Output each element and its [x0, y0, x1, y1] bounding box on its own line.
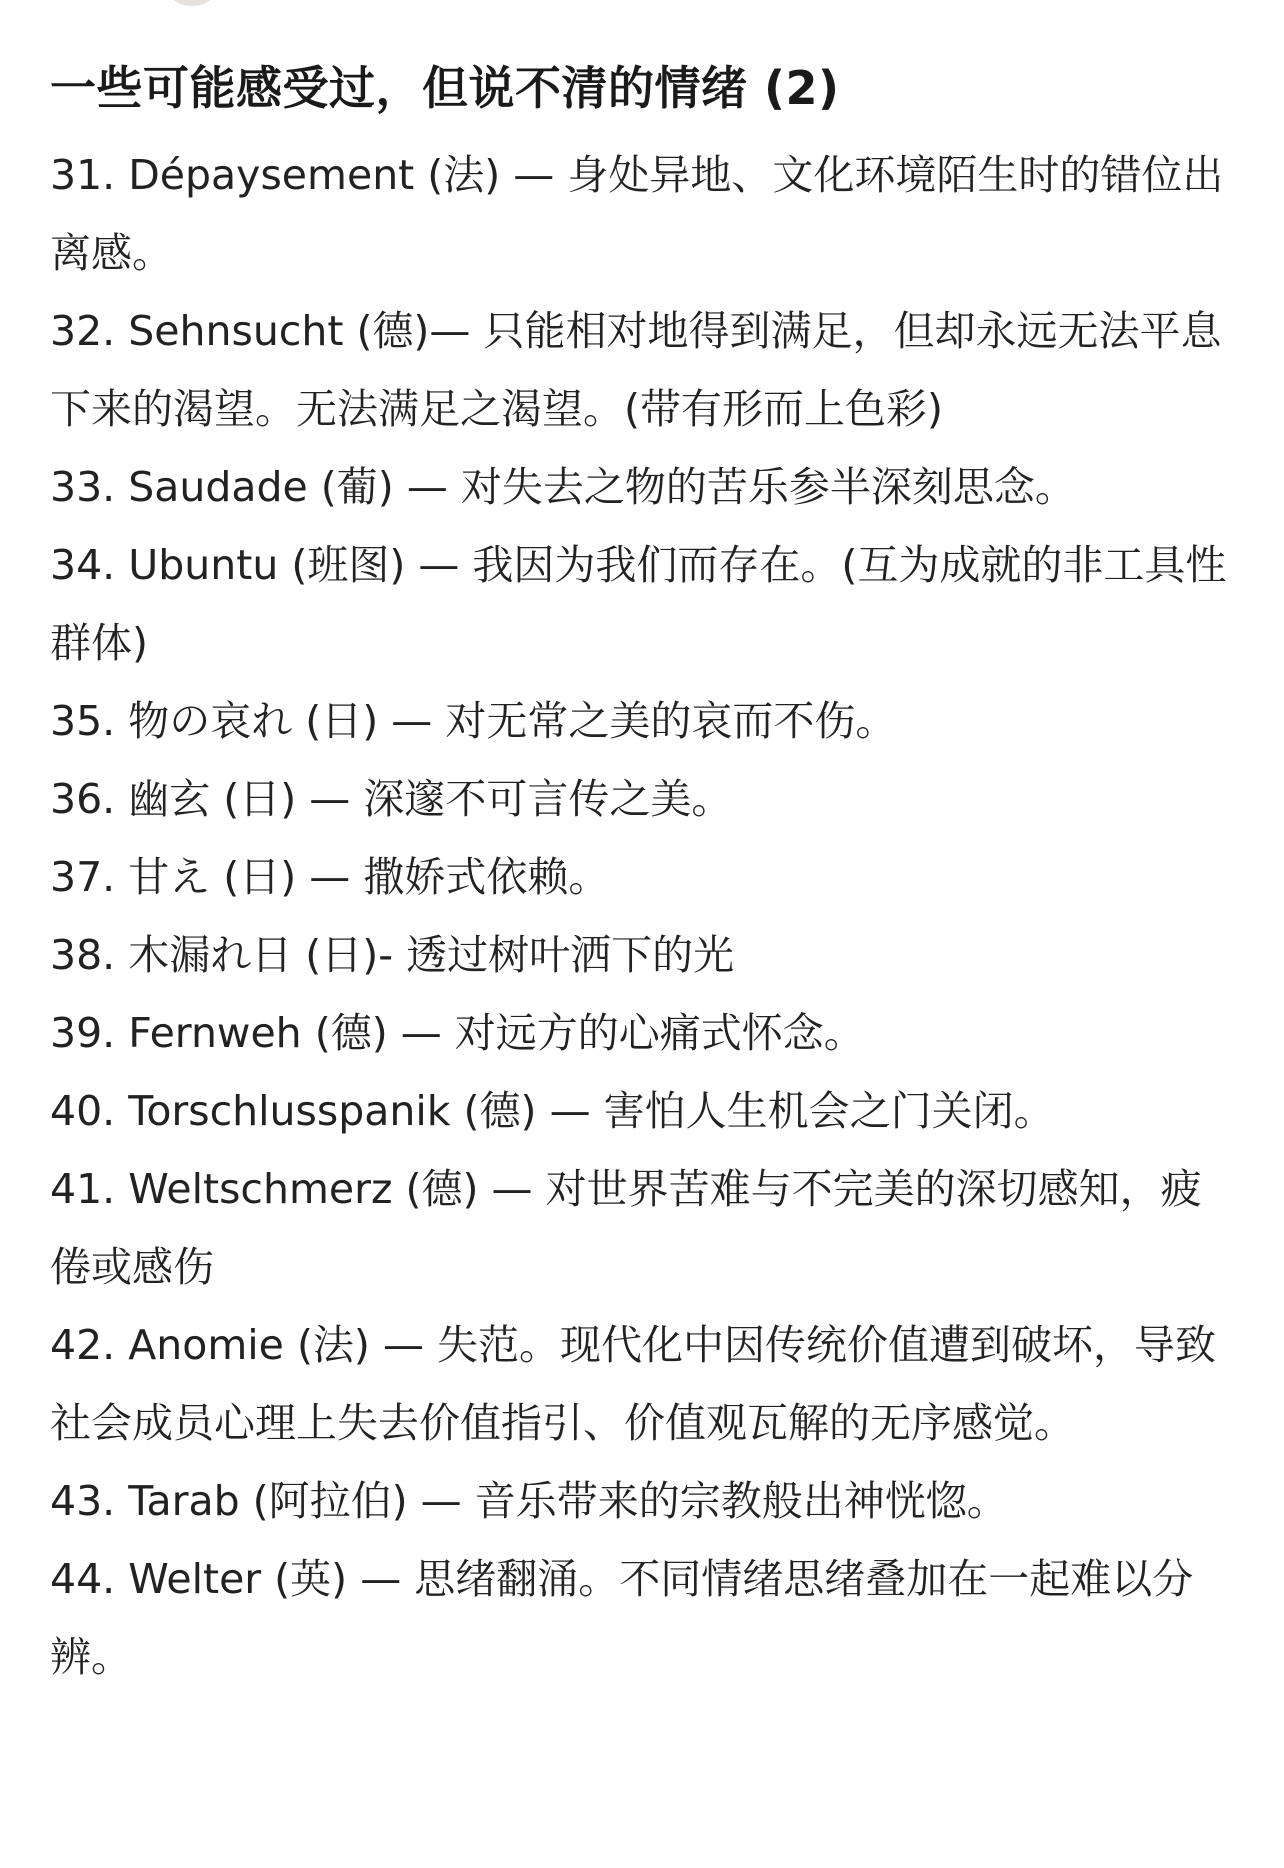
- list-item: 39. Fernweh (德) — 对远方的心痛式怀念。: [50, 1009, 865, 1057]
- emotion-list: [50, 136, 1240, 1696]
- list-item: 33. Saudade (葡) — 对失去之物的苦乐参半深刻思念。: [50, 463, 1076, 511]
- list-item: 44. Welter (英) — 思绪翻涌。不同情绪思绪叠加在一起难以分辨。: [50, 1555, 1194, 1681]
- list-item: 36. 幽玄 (日) — 深邃不可言传之美。: [50, 775, 733, 823]
- list-item: 40. Torschlusspanik (德) — 害怕人生机会之门关闭。: [50, 1087, 1055, 1135]
- list-item: 32. Sehnsucht (德)— 只能相对地得到满足，但却永远无法平息下来的渴望。无法满足之渴望。(带有形而上色彩): [50, 307, 1222, 433]
- page-title: 一些可能感受过，但说不清的情绪 (2): [50, 61, 840, 115]
- list-item: 34. Ubuntu (班图) — 我因为我们而存在。(互为成就的非工具性群体): [50, 541, 1227, 667]
- list-item: 38. 木漏れ日 (日)- 透过树叶洒下的光: [50, 931, 735, 979]
- list-item: 42. Anomie (法) — 失范。现代化中因传统价值遭到破坏，导致社会成员心理上失去价值指引、价值观瓦解的无序感觉。: [50, 1321, 1216, 1447]
- avatar: [160, 0, 224, 6]
- list-item: 35. 物の哀れ (日) — 对无常之美的哀而不伤。: [50, 697, 897, 745]
- list-item: 43. Tarab (阿拉伯) — 音乐带来的宗教般出神恍惚。: [50, 1477, 1008, 1525]
- post-content: [50, 58, 1240, 1696]
- list-item: 31. Dépaysement (法) — 身处异地、文化环境陌生时的错位出离感。: [50, 151, 1224, 277]
- list-item: 41. Weltschmerz (德) — 对世界苦难与不完美的深切感知，疲倦或感伤: [50, 1165, 1202, 1291]
- list-item: 37. 甘え (日) — 撒娇式依赖。: [50, 853, 610, 901]
